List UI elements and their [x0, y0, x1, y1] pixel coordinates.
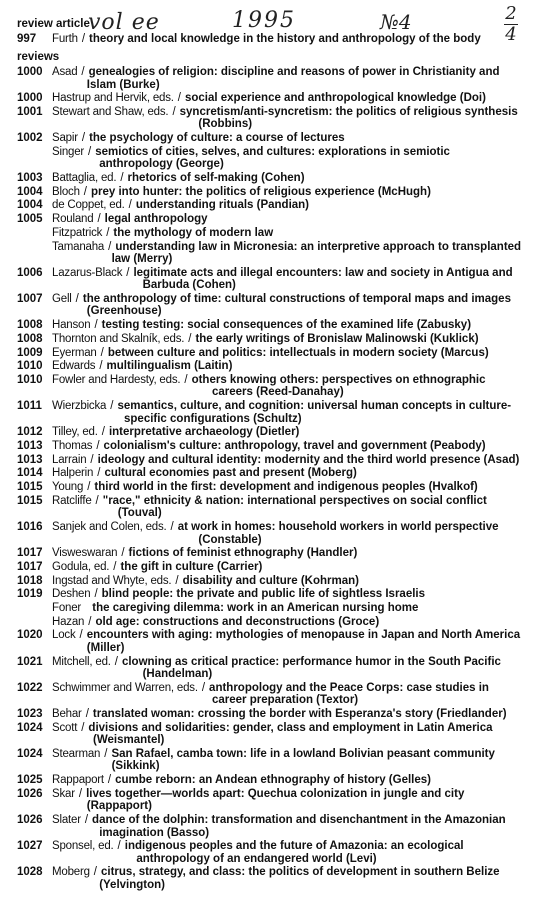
- separator: /: [94, 588, 98, 601]
- separator: /: [184, 373, 188, 386]
- entry-author: Fitzpatrick: [52, 226, 103, 239]
- entry-author: Battaglia, ed.: [52, 172, 117, 184]
- separator: /: [84, 814, 89, 826]
- entry-title: translated woman: crossing the border with Esperanza's story (Friedlander): [92, 708, 507, 720]
- separator: /: [96, 440, 100, 452]
- entry-title: divisions and solidarities: gender, class and employment in Latin America: [88, 721, 493, 734]
- entry-title: understanding law in Micronesia: an interpretive approach to transplanted: [115, 240, 522, 253]
- entry-author: Foner: [52, 602, 82, 614]
- entry-page: 1022: [17, 681, 43, 694]
- entry-page: 1021: [17, 655, 43, 668]
- entry-title-continuation: (Handelman): [142, 668, 213, 681]
- entry-title: understanding rituals (Pandian): [135, 199, 310, 212]
- entry-author: Stewart and Shaw, eds.: [52, 105, 169, 118]
- review-entry: [17, 602, 547, 615]
- entry-title: rhetorics of self-making (Cohen): [127, 172, 305, 184]
- entry-title-continuation: (Sikkink): [111, 760, 160, 773]
- entry-author: Lock: [52, 629, 76, 642]
- separator: /: [99, 360, 103, 373]
- entry-author: Tilley, ed.: [52, 426, 98, 439]
- entry-author: Rouland: [52, 213, 94, 226]
- article-line: 997 Furth / theory and local knowledge in the history and anthropology of the body: [17, 33, 481, 45]
- review-entry: [17, 440, 547, 453]
- article-page: 997: [17, 33, 37, 45]
- entry-title-continuation: imagination (Basso): [99, 826, 210, 839]
- entry-title: disability and culture (Kohrman): [182, 574, 359, 587]
- entry-title: others knowing others: perspectives on ethnographic: [191, 373, 486, 386]
- entry-page: 1005: [17, 213, 43, 226]
- entry-title: semantics, culture, and cognition: universal human concepts in culture-: [117, 400, 512, 413]
- entry-title-continuation: anthropology of an endangered world (Levi): [136, 852, 377, 865]
- entry-title-continuation: anthropology (George): [99, 158, 224, 171]
- review-entry: [17, 708, 547, 721]
- entry-title: syncretism/anti-syncretism: the politics of religious synthesis: [179, 105, 518, 118]
- entry-title: "race," ethnicity & nation: international perspectives on social conflict: [102, 494, 487, 507]
- entry-author: Sponsel, ed.: [52, 840, 114, 853]
- entry-page: 1011: [17, 400, 42, 413]
- handwritten-number: №4: [380, 10, 412, 34]
- entry-page: 1026: [17, 814, 43, 826]
- entry-author: Stearman: [52, 747, 101, 760]
- entry-author: Scott: [52, 721, 78, 734]
- separator: [81, 602, 92, 614]
- separator: /: [88, 145, 92, 158]
- entry-page: 1015: [17, 481, 43, 494]
- entry-page: 1025: [17, 774, 43, 787]
- entry-title-continuation: specific configurations (Schultz): [124, 412, 302, 425]
- review-entry: [17, 616, 547, 629]
- entry-title: lives together—worlds apart: Quechua colonization in jungle and city: [86, 787, 465, 800]
- entry-page: 1019: [17, 588, 43, 601]
- separator: /: [90, 453, 94, 466]
- entry-title: interpretative archaeology (Dietler): [108, 426, 300, 439]
- separator: /: [97, 213, 101, 226]
- review-entry: [17, 521, 547, 534]
- entry-page: 1002: [17, 132, 43, 145]
- separator: /: [201, 681, 206, 694]
- entry-page: 1012: [17, 426, 43, 439]
- review-entry: [17, 629, 547, 642]
- separator: /: [95, 494, 99, 507]
- handwritten-volume: vol ee: [88, 10, 160, 35]
- entry-page: 1010: [17, 360, 43, 373]
- entry-author: Ratcliffe: [52, 494, 92, 507]
- entry-title: the caregiving dilemma: work in an American nursing home: [92, 602, 419, 614]
- separator: /: [117, 840, 121, 853]
- review-entry: [17, 333, 547, 346]
- review-entry: [17, 267, 547, 280]
- review-entry: [17, 575, 547, 588]
- entry-title: San Rafael, camba town: life in a lowland Bolivian peasant community: [111, 747, 495, 760]
- separator: /: [121, 547, 125, 560]
- entry-author: Ingstad and Whyte, eds.: [52, 574, 172, 587]
- entry-page: 1013: [17, 453, 43, 466]
- separator: /: [101, 426, 105, 439]
- section-label: review article: [17, 18, 90, 30]
- entry-title: citrus, strategy, and class: the politics of development in southern Belize: [101, 866, 500, 879]
- entry-title-continuation: careers (Reed-Danahay): [212, 386, 344, 399]
- entry-author: Schwimmer and Warren, eds.: [52, 681, 198, 694]
- entry-title: the psychology of culture: a course of lectures: [89, 132, 345, 145]
- entry-page: 1024: [17, 721, 43, 734]
- entry-page: 1017: [17, 547, 43, 560]
- entry-page: 1004: [17, 199, 43, 212]
- separator: /: [114, 655, 118, 668]
- entry-author: Moberg: [52, 866, 90, 879]
- entry-title: colonialism's culture: anthropology, travel and government (Peabody): [103, 440, 486, 452]
- review-entry: [17, 241, 547, 254]
- entry-title: dance of the dolphin: transformation and disenchantment in the Amazonian: [92, 814, 506, 826]
- entry-author: Young: [52, 481, 84, 494]
- entry-title-continuation: (Miller): [86, 641, 125, 654]
- entry-title: legitimate acts and illegal encounters: law and society in Antigua and: [133, 266, 513, 279]
- entry-title: prey into hunter: the politics of religious experience (McHugh): [90, 185, 431, 198]
- separator: /: [75, 292, 79, 305]
- entry-title: cultural economies past and present (Moberg): [104, 467, 357, 480]
- review-entry: [17, 374, 547, 387]
- review-entry: [17, 319, 547, 332]
- entry-title-continuation: (Touval): [117, 507, 162, 520]
- review-entry: [17, 561, 547, 574]
- entry-title: clowning as critical practice: performance humor in the South Pacific: [121, 655, 501, 668]
- separator: /: [81, 721, 85, 734]
- entry-title-continuation: (Weismantel): [93, 734, 165, 747]
- separator: /: [94, 319, 98, 332]
- entry-page: 1024: [17, 747, 43, 760]
- separator: /: [188, 332, 192, 345]
- separator: /: [87, 481, 91, 494]
- entry-author: Behar: [52, 708, 82, 720]
- entry-page: 1003: [17, 172, 43, 184]
- entry-author: Singer: [52, 145, 85, 158]
- review-entry: [17, 186, 547, 199]
- entry-title: blind people: the private and public life of sightless Israelis: [101, 588, 425, 601]
- entry-title-continuation: Islam (Burke): [86, 78, 160, 91]
- entry-author: Halperin: [52, 467, 94, 480]
- entry-author: Hazan: [52, 615, 85, 628]
- review-entry: [17, 360, 547, 373]
- entry-page: 1020: [17, 629, 43, 642]
- entry-author: Visweswaran: [52, 547, 118, 560]
- entry-author: Eyerman: [52, 346, 97, 359]
- separator: /: [79, 629, 83, 642]
- entry-author: Thomas: [52, 440, 93, 452]
- entry-author: Thornton and Skalník, eds.: [52, 332, 185, 345]
- review-entry: [17, 814, 547, 827]
- separator: /: [100, 346, 104, 359]
- review-entry: [17, 106, 547, 119]
- entry-page: 1023: [17, 708, 43, 720]
- review-entry: [17, 92, 547, 105]
- separator: /: [81, 132, 86, 145]
- entry-page: 1026: [17, 787, 43, 800]
- review-entry: [17, 132, 547, 145]
- separator: /: [106, 226, 110, 239]
- review-entry: [17, 722, 547, 735]
- handwritten-fraction-top: 2: [505, 3, 517, 24]
- entry-page: 1017: [17, 560, 43, 573]
- entry-title: fictions of feminist ethnography (Handler): [128, 547, 358, 560]
- entry-author: Bloch: [52, 185, 80, 198]
- separator: /: [107, 774, 112, 787]
- entry-title: the mythology of modern law: [113, 226, 274, 239]
- entry-page: 1010: [17, 373, 43, 386]
- entry-page: 1001: [17, 105, 43, 118]
- entry-author: Edwards: [52, 360, 96, 373]
- entry-author: de Coppet, ed.: [52, 199, 125, 212]
- entry-title: the gift in culture (Carrier): [120, 560, 263, 573]
- review-entry: [17, 748, 547, 761]
- entry-page: 1027: [17, 840, 43, 853]
- separator: /: [93, 866, 97, 879]
- separator: /: [113, 560, 117, 573]
- entry-title: social experience and anthropological knowledge (Doi): [184, 92, 486, 105]
- separator: /: [172, 105, 176, 118]
- separator: /: [108, 240, 112, 253]
- article-title: theory and local knowledge in the history and anthropology of the body: [89, 33, 481, 45]
- separator: /: [120, 172, 124, 184]
- entry-title: genealogies of religion: discipline and reasons of power in Christianity and: [88, 66, 500, 78]
- entry-author: Hastrup and Hervik, eds.: [52, 92, 174, 105]
- entry-page: 1006: [17, 266, 43, 279]
- separator: /: [177, 92, 181, 105]
- entry-title: old age: constructions and deconstructions (Groce): [95, 615, 380, 628]
- entry-title-continuation: (Constable): [198, 533, 262, 546]
- review-entry: [17, 495, 547, 508]
- entry-page: 1018: [17, 574, 43, 587]
- entry-author: Rappaport: [52, 774, 104, 787]
- review-entry: [17, 66, 547, 79]
- entry-author: Skar: [52, 787, 75, 800]
- review-entry: [17, 866, 547, 879]
- entry-author: Sanjek and Colen, eds.: [52, 521, 167, 533]
- entry-page: 1008: [17, 332, 43, 345]
- review-entry: [17, 774, 547, 787]
- entry-title: multilingualism (Laitin): [106, 360, 233, 373]
- reviews-label: reviews: [17, 51, 60, 63]
- review-entry: [17, 788, 547, 801]
- entry-author: Deshen: [52, 588, 91, 601]
- separator: /: [81, 66, 85, 78]
- separator: /: [78, 787, 83, 800]
- separator: /: [170, 521, 174, 533]
- entry-page: 1000: [17, 92, 43, 105]
- separator: /: [85, 708, 89, 720]
- entry-page: 1015: [17, 494, 43, 507]
- entry-title: cumbe reborn: an Andean ethnography of history (Gelles): [115, 774, 431, 787]
- article-author: Furth: [52, 33, 78, 45]
- review-entry: [17, 656, 547, 669]
- entry-title: the anthropology of time: cultural constructions of temporal maps and images: [82, 292, 511, 305]
- review-entry: [17, 213, 547, 226]
- review-entry: [17, 146, 547, 159]
- separator: /: [104, 747, 108, 760]
- review-entry: [17, 481, 547, 494]
- separator: /: [175, 574, 179, 587]
- entry-title: ideology and cultural identity: modernity and the third world presence (Asad): [97, 453, 520, 466]
- handwritten-fraction-bottom: 4: [505, 24, 517, 45]
- entry-page: 1004: [17, 185, 43, 198]
- entry-author: Mitchell, ed.: [52, 655, 111, 668]
- separator: /: [88, 615, 92, 628]
- entry-page: 1009: [17, 346, 43, 359]
- entry-page: 1013: [17, 440, 43, 452]
- review-entry: [17, 293, 547, 306]
- entry-page: 1016: [17, 521, 43, 533]
- review-entry: [17, 400, 547, 413]
- entry-title-continuation: career preparation (Textor): [212, 694, 359, 707]
- entry-page: 1008: [17, 319, 43, 332]
- entry-author: Lazarus-Black: [52, 266, 123, 279]
- review-entry: [17, 682, 547, 695]
- entry-title: indigenous peoples and the future of Amazonia: an ecological: [124, 840, 464, 853]
- entry-title-continuation: Barbuda (Cohen): [142, 279, 236, 292]
- entry-author: Wierzbicka: [52, 400, 107, 413]
- entry-page: 1014: [17, 467, 43, 480]
- handwritten-year: 1995: [232, 8, 296, 33]
- review-entry: [17, 840, 547, 853]
- entry-title-continuation: (Rappaport): [86, 800, 152, 813]
- entry-author: Larrain: [52, 453, 87, 466]
- review-entry: [17, 547, 547, 560]
- entry-author: Gell: [52, 292, 72, 305]
- entry-title-continuation: (Yelvington): [99, 878, 165, 891]
- entry-page: 1007: [17, 292, 43, 305]
- review-entry: [17, 199, 547, 212]
- separator: /: [110, 400, 114, 413]
- review-entry: [17, 426, 547, 439]
- review-entry: [17, 227, 547, 240]
- separator: /: [97, 467, 101, 480]
- separator: /: [126, 266, 130, 279]
- entry-author: Asad: [52, 66, 78, 78]
- entry-page: 1028: [17, 866, 43, 879]
- entry-title: anthropology and the Peace Corps: case studies in: [209, 681, 489, 694]
- entry-title: encounters with aging: mythologies of menopause in Japan and North America: [86, 629, 521, 642]
- entry-title: third world in the first: development and indigenous peoples (Hvalkof): [94, 481, 478, 494]
- entry-title: semiotics of cities, selves, and cultures: explorations in semiotic: [95, 145, 450, 158]
- entry-author: Fowler and Hardesty, eds.: [52, 373, 181, 386]
- entry-author: Godula, ed.: [52, 560, 110, 573]
- entry-title: between culture and politics: intellectuals in modern society (Marcus): [107, 346, 489, 359]
- entry-page: 1000: [17, 66, 43, 78]
- review-entry: [17, 347, 547, 360]
- entry-author: Hanson: [52, 319, 91, 332]
- review-entry: [17, 467, 547, 480]
- separator: /: [83, 185, 87, 198]
- entry-title-continuation: (Robbins): [198, 118, 253, 131]
- review-entry: [17, 454, 547, 467]
- entry-title-continuation: (Greenhouse): [86, 305, 162, 318]
- entry-title: testing testing: social consequences of the examined life (Zabusky): [101, 319, 472, 332]
- entry-title: the early writings of Bronislaw Malinowski (Kuklick): [195, 332, 479, 345]
- entry-title: legal anthropology: [104, 213, 208, 226]
- entry-author: Sapir: [52, 132, 78, 145]
- entry-author: Tamanaha: [52, 240, 105, 253]
- review-entry: [17, 172, 547, 185]
- review-entry: [17, 588, 547, 601]
- separator: /: [128, 199, 132, 212]
- entry-author: Slater: [52, 814, 81, 826]
- entry-title-continuation: law (Merry): [111, 253, 173, 265]
- entry-title: at work in homes: household workers in world perspective: [177, 521, 499, 533]
